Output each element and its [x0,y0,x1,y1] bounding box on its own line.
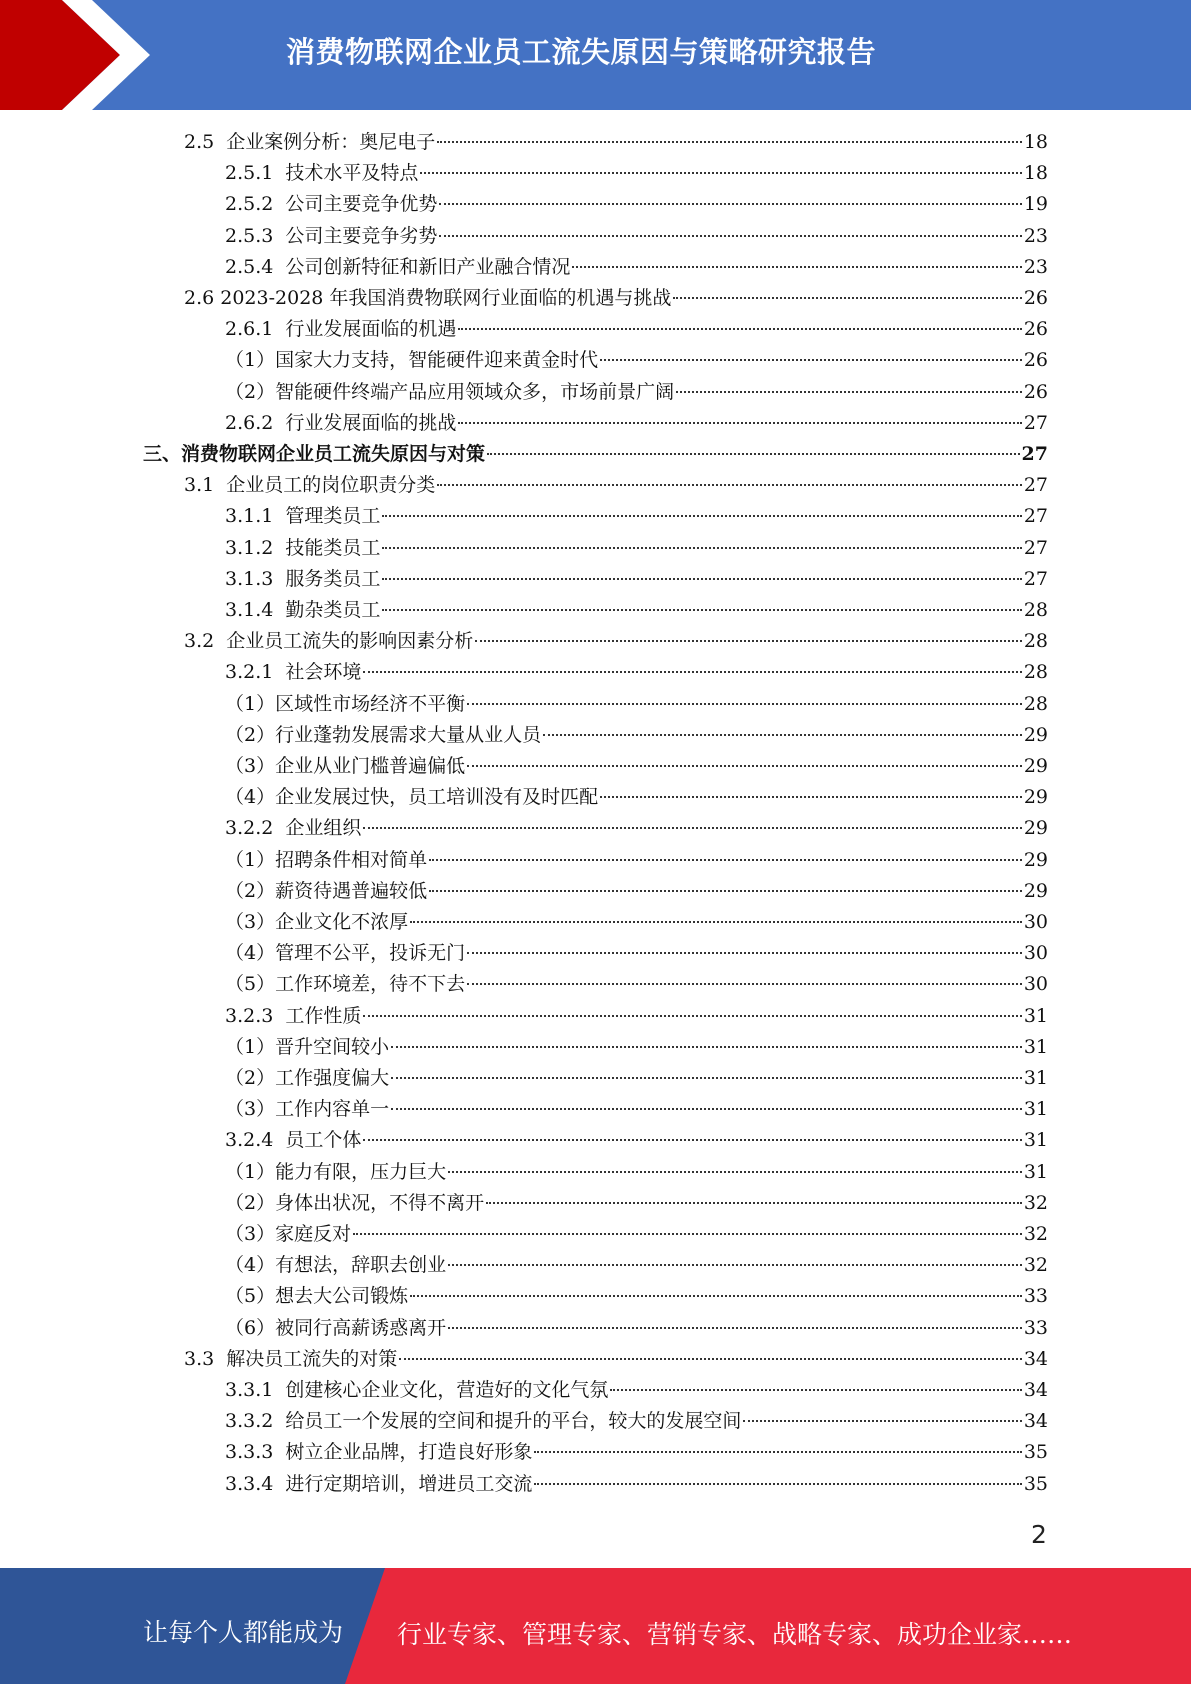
toc-entry-label: （5）想去大公司锻炼 [225,1285,409,1308]
toc-entry-page: 29 [1023,723,1048,746]
toc-entry-label: （2）身体出状况，不得不离开 [225,1191,485,1214]
toc-dot-leader [439,202,1021,205]
toc-entry-page: 31 [1023,1004,1048,1027]
toc-entry-label: （1）区域性市场经济不平衡 [225,692,466,715]
toc-entry-label: 3.1.2 技能类员工 [225,536,381,559]
toc-dot-leader [353,1232,1022,1235]
toc-dot-leader [382,514,1021,517]
toc-entry-page: 18 [1023,131,1048,153]
toc-entry-label: 2.5.1 技术水平及特点 [225,162,419,185]
toc-entry-page: 29 [1023,848,1048,871]
toc-entry[interactable] [184,283,1048,314]
toc-entry-label: 3.3.4 进行定期培训，增进员工交流 [225,1472,533,1495]
toc-entry-page: 32 [1023,1254,1048,1277]
toc-entry[interactable] [225,876,1048,907]
toc-entry-label: 2.5 企业案例分析：奥尼电子 [184,131,436,153]
toc-entry-label: 三、消费物联网企业员工流失原因与对策 [143,443,486,465]
toc-entry-label: 3.2.4 员工个体 [225,1129,362,1152]
toc-entry[interactable] [184,127,1048,158]
toc-entry-page: 28 [1023,630,1048,653]
toc-entry-page: 35 [1023,1472,1048,1495]
toc-entry[interactable] [225,1375,1048,1406]
toc-entry[interactable] [225,907,1048,938]
toc-dot-leader [399,1357,1022,1360]
toc-entry-label: （4）企业发展过快，员工培训没有及时匹配 [225,786,599,809]
toc-entry-page: 27 [1023,505,1048,528]
toc-dot-leader [600,795,1022,798]
toc-entry[interactable] [184,626,1048,657]
toc-entry-page: 26 [1023,287,1048,309]
toc-entry-label: （1）能力有限，压力巨大 [225,1160,447,1183]
toc-entry-page: 26 [1023,318,1048,341]
toc-entry-label: 3.2.1 社会环境 [225,661,362,684]
toc-entry-page: 23 [1023,255,1048,278]
toc-entry[interactable] [225,1406,1048,1437]
toc-dot-leader [475,639,1022,642]
toc-dot-leader [391,1045,1022,1048]
toc-entry[interactable] [225,1469,1048,1500]
toc-entry[interactable] [225,1250,1048,1281]
toc-entry-page: 27 [1021,443,1048,465]
toc-entry-label: （4）管理不公平，投诉无门 [225,942,466,965]
toc-entry-label: （3）企业文化不浓厚 [225,911,409,933]
toc-entry-label: （2）行业蓬勃发展需求大量从业人员 [225,723,542,746]
toc-entry[interactable] [225,158,1048,189]
toc-entry-page: 27 [1023,411,1048,434]
toc-entry-page: 29 [1023,817,1048,840]
toc-dot-leader [467,982,1022,985]
toc-entry[interactable] [225,1313,1048,1344]
toc-entry[interactable] [225,1437,1048,1468]
toc-entry[interactable] [225,595,1048,626]
toc-dot-leader [458,421,1021,424]
toc-entry[interactable] [225,189,1048,220]
toc-dot-leader [420,171,1021,174]
toc-entry[interactable] [225,1032,1048,1063]
toc-entry[interactable] [225,533,1048,564]
toc-dot-leader [610,1388,1021,1391]
toc-entry[interactable] [225,408,1048,439]
toc-dot-leader [429,889,1022,892]
toc-dot-leader [467,764,1022,767]
toc-entry-page: 35 [1023,1441,1048,1464]
toc-entry-page: 27 [1023,567,1048,590]
toc-entry-page: 33 [1023,1285,1048,1308]
toc-entry-label: 3.2 企业员工流失的影响因素分析 [184,630,474,653]
toc-dot-leader [382,546,1021,549]
toc-entry-label: （6）被同行高薪诱惑离开 [225,1316,447,1339]
toc-entry-label: （3）企业从业门槛普遍偏低 [225,755,466,777]
toc-entry-page: 29 [1023,755,1048,777]
toc-dot-leader [676,390,1022,393]
toc-entry[interactable] [225,1125,1048,1156]
toc-entry[interactable] [225,969,1048,1000]
toc-dot-leader [467,702,1022,705]
toc-dot-leader [363,1138,1021,1141]
footer-slogan-left: 让每个人都能成为 [143,1618,344,1647]
toc-dot-leader [458,327,1021,330]
toc-entry-label: 2.6 2023-2028 年我国消费物联网行业面临的机遇与挑战 [184,287,672,309]
toc-entry[interactable] [225,564,1048,595]
toc-entry-page: 34 [1023,1410,1048,1433]
toc-entry-page: 28 [1023,692,1048,715]
toc-entry-label: 3.2.3 工作性质 [225,1004,362,1027]
toc-dot-leader [391,1107,1022,1110]
toc-entry-label: 3.3.2 给员工一个发展的空间和提升的平台，较大的发展空间 [225,1410,742,1433]
toc-dot-leader [543,733,1022,736]
toc-entry-label: （1）招聘条件相对简单 [225,848,428,871]
toc-entry[interactable] [225,345,1048,376]
toc-entry[interactable] [225,782,1048,813]
toc-dot-leader [448,1326,1022,1329]
toc-dot-leader [363,1014,1021,1017]
toc-dot-leader [467,951,1022,954]
toc-dot-leader [439,234,1021,237]
toc-entry-label: 3.3.1 创建核心企业文化，营造好的文化气氛 [225,1379,609,1401]
toc-dot-leader [437,140,1022,143]
toc-dot-leader [448,1170,1022,1173]
toc-entry-label: （4）有想法，辞职去创业 [225,1254,447,1277]
toc-dot-leader [363,670,1021,673]
toc-dot-leader [486,1201,1022,1204]
toc-entry[interactable] [225,657,1048,688]
toc-entry-page: 34 [1023,1347,1048,1370]
toc-entry-page: 33 [1023,1316,1048,1339]
toc-entry[interactable] [225,720,1048,751]
toc-dot-leader [391,1076,1022,1079]
toc-entry[interactable] [225,845,1048,876]
toc-entry[interactable] [225,1157,1048,1188]
toc-entry-page: 27 [1023,536,1048,559]
toc-entry-label: 3.3.3 树立企业品牌，打造良好形象 [225,1441,533,1464]
toc-entry[interactable] [225,1281,1048,1312]
toc-entry-page: 27 [1023,474,1048,497]
toc-entry[interactable] [143,439,1048,470]
toc-entry[interactable] [225,252,1048,283]
toc-entry-page: 30 [1023,973,1048,996]
toc-entry-page: 23 [1023,224,1048,247]
toc-entry-label: 2.6.2 行业发展面临的挑战 [225,411,457,434]
toc-entry-label: （1）晋升空间较小 [225,1035,390,1058]
toc-dot-leader [382,608,1021,611]
toc-entry-page: 31 [1023,1098,1048,1121]
toc-entry-page: 31 [1023,1160,1048,1183]
toc-entry-label: 3.1.1 管理类员工 [225,505,381,528]
toc-entry-label: 3.2.2 企业组织 [225,817,362,840]
toc-dot-leader [743,1419,1021,1422]
toc-dot-leader [534,1450,1021,1453]
toc-dot-leader [437,483,1022,486]
toc-entry-page: 32 [1023,1223,1048,1245]
toc-entry[interactable] [225,501,1048,532]
toc-dot-leader [410,920,1022,923]
toc-entry-page: 28 [1023,661,1048,684]
toc-entry-label: 3.3 解决员工流失的对策 [184,1347,398,1370]
toc-entry[interactable] [225,1219,1048,1250]
toc-dot-leader [487,452,1020,455]
toc-dot-leader [534,1482,1021,1485]
footer-slogan-right: 行业专家、管理专家、营销专家、战略专家、成功企业家…… [397,1620,1073,1649]
report-header [0,0,1191,110]
toc-entry-label: 2.6.1 行业发展面临的机遇 [225,318,457,341]
toc-entry[interactable] [225,938,1048,969]
toc-entry-page: 26 [1023,349,1048,372]
toc-entry-label: 2.5.3 公司主要竞争劣势 [225,224,438,247]
toc-entry-page: 29 [1023,786,1048,809]
toc-entry-label: （2）智能硬件终端产品应用领域众多，市场前景广阔 [225,380,675,403]
toc-entry-page: 32 [1023,1191,1048,1214]
toc-dot-leader [410,1294,1022,1297]
toc-entry[interactable] [225,689,1048,720]
toc-entry[interactable] [225,1063,1048,1094]
toc-entry-page: 28 [1023,599,1048,621]
toc-entry-page: 34 [1023,1379,1048,1401]
toc-entry-label: （3）工作内容单一 [225,1098,390,1121]
toc-entry-label: 2.5.2 公司主要竞争优势 [225,193,438,216]
toc-entry-label: （1）国家大力支持，智能硬件迎来黄金时代 [225,349,599,372]
toc-entry-page: 31 [1023,1035,1048,1058]
toc-entry-label: 3.1.4 勤杂类员工 [225,599,381,621]
toc-entry[interactable] [225,1188,1048,1219]
toc-entry-label: 3.1 企业员工的岗位职责分类 [184,474,436,497]
toc-entry[interactable] [225,751,1048,782]
toc-entry-page: 18 [1023,162,1048,185]
toc-dot-leader [363,826,1021,829]
toc-entry[interactable] [225,221,1048,252]
toc-entry-label: （3）家庭反对 [225,1223,352,1245]
toc-entry-page: 30 [1023,942,1048,965]
footer-banner [0,1568,1191,1684]
page-number: 2 [1031,1520,1047,1549]
toc-dot-leader [448,1263,1022,1266]
toc-entry[interactable] [225,1094,1048,1125]
toc-entry-label: （2）薪资待遇普遍较低 [225,879,428,902]
toc-entry-page: 29 [1023,879,1048,902]
toc-dot-leader [572,265,1021,268]
toc-entry-page: 30 [1023,911,1048,933]
toc-dot-leader [673,296,1021,299]
toc-entry-label: （5）工作环境差，待不下去 [225,973,466,996]
toc-entry-page: 19 [1023,193,1048,216]
toc-entry-label: （2）工作强度偏大 [225,1067,390,1089]
toc-entry-label: 2.5.4 公司创新特征和新旧产业融合情况 [225,255,571,278]
toc-entry[interactable] [225,1001,1048,1032]
toc-entry[interactable] [225,377,1048,408]
toc-entry[interactable] [184,1344,1048,1375]
toc-entry[interactable] [184,470,1048,501]
toc-entry-page: 31 [1023,1067,1048,1089]
toc-dot-leader [429,858,1022,861]
toc-dot-leader [382,577,1021,580]
toc-entry[interactable] [225,314,1048,345]
toc-entry-page: 26 [1023,380,1048,403]
toc-dot-leader [600,358,1022,361]
toc-entry-label: 3.1.3 服务类员工 [225,567,381,590]
report-title: 消费物联网企业员工流失原因与策略研究报告 [286,35,877,69]
toc-entry-page: 31 [1023,1129,1048,1152]
toc-entry[interactable] [225,813,1048,844]
